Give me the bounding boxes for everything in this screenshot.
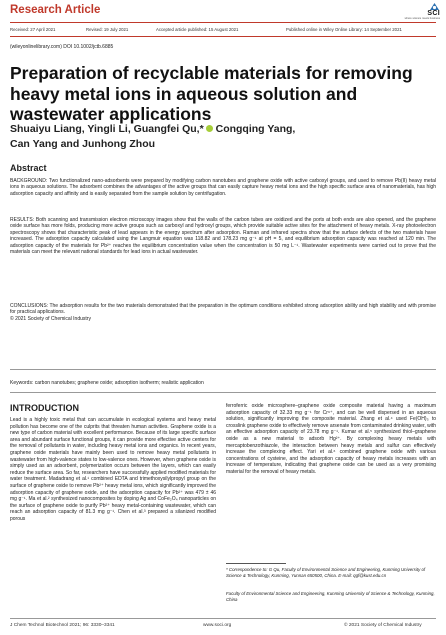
sci-logo-tagline: where science meets business <box>404 17 440 20</box>
article-title: Preparation of recyclable materials for removing heavy metal ions in aqueous solution and wastewater applications <box>10 63 413 124</box>
journal-citation: J Chem Technol Biotechnol 2021; 96: 3330–3341 <box>10 623 115 628</box>
footnote-rule <box>226 563 286 564</box>
article-type-label: Research Article <box>10 4 101 16</box>
sci-logo <box>398 2 440 22</box>
intro-left-column: Lead is a highly toxic metal that can accumulate in ecological systems and heavy metal pollution has become one of the culprits that threaten human activities. Graphene oxide is a new type of carbon material with excellent performance. Because of its large specific surface area and abundant surface functional groups, it can provide more effective active centers for the removal of pollutants in water, including heavy metal ions and organics. In recent years, graphene oxide materials have mainly been used to remove heavy metal pollutants in wastewater from high-valence states to low-valence ones. However, when graphene oxide is simply used as an adsorbent, polymerization occurs between the layers, which can easily reduce the surface area. So far, researchers have successfully applied modified materials for water treatment. Madadrang et al.¹ combined EDTA and trimethoxysilylpropyl group on the surface of graphene oxide to remove Pb²⁺ heavy metal ions, which significantly improved the adsorption capacity of graphene oxide, and the adsorption capacity for Pb²⁺ was 479 ± 46 mg g⁻¹. Ma et al.² synthesized nanocomposites by doping Ag and CoFe₂O₄ nanoparticles on the surface of graphene oxide to purify Pb²⁺ heavy metal-containing wastewater, which can reach an adsorption capacity of 81.3 mg g⁻¹. Chen et al.³ prepared a silanized modified porous <box>10 417 216 522</box>
keywords: Keywords: carbon nanotubes; graphene oxide; adsorption isotherm; realistic application <box>10 380 204 386</box>
intro-right-column: ferroferric oxide microsphere–graphene oxide composite material having a maximum adsorption capacity of 32.33 mg g⁻¹ for Cr⁶⁺, and can be well dispersed in an aqueous solution, significantly improving the composite material. Zhang et al.⁴ used Fe(OH)₃ to crosslink graphene oxide to effectively remove arsenate from contaminated drinking water, with an effective adsorption capacity of 23.78 mg g⁻¹. Kumar et al.⁵ synthesized thiol–graphene oxide as a new material to adsorb Hg²⁺. By complexing heavy metals with mercaptobenzothiazole, the interaction between heavy metals and sulfur can effectively increase the complexing effect. Yari et al.⁶ combined graphene oxide with various concentrations of cysteine, and the adsorption capacity of heavy metals increases with an increase of temperature, indicating that graphene oxide can be used as a very promising material for the removal of heavy metals. <box>226 403 437 475</box>
received-date: Received: 27 April 2021 <box>10 27 56 32</box>
authors-line-2: Can Yang and Junhong Zhou <box>10 138 156 150</box>
doi-line[interactable]: (wileyonlinelibrary.com) DOI 10.1002/jctb.6885 <box>10 44 114 50</box>
header-rule <box>10 22 436 23</box>
dates-rule <box>10 36 436 37</box>
abstract-rule <box>10 369 436 370</box>
orcid-icon[interactable] <box>206 125 213 132</box>
society-url[interactable]: www.soci.org <box>203 623 232 628</box>
author-list <box>10 122 430 152</box>
copyright-line: © 2021 Society of Chemical Industry <box>10 316 91 322</box>
keywords-rule <box>10 392 436 393</box>
abstract-heading: Abstract <box>10 163 47 173</box>
abstract-results: RESULTS: Both scanning and transmission electron microscopy images show that the walls of the carbon tubes are oxidized and the ports at both ends are also opened, and the graphene oxide surface has more folds, producing more active groups such as carboxyl and hydroxyl groups, which provide suitable active sites for the attachment of heavy metals. X-ray photoelectron spectroscopy shows that characteristic peak of lead appears in the energy spectrum after adsorption. Raman and infrared spectra show that the surface defects of the two materials have increased. The adsorption capacity calculated using the Langmuir equation was 118.82 and 178.23 mg g⁻¹ at pH = 5, and equilibrium adsorption capacity was reached at 120 min. The adsorption capacity of the materials for Pb²⁺ reaches the equilibrium concentration value when the concentration is 50 mg L⁻¹. Wastewater experiments were carried out to prove that the materials can meet the relevant national standards for lead ions in actual wastewater. <box>10 217 436 256</box>
accepted-date: Accepted article published: 15 August 2021 <box>156 27 239 32</box>
sci-logo-text: SCI <box>427 10 440 17</box>
affiliation-footnote: Faculty of Environmental Science and Engineering, Kunming University of Science & Technology, Kunming, China <box>226 591 435 602</box>
published-date: Published online in Wiley Online Library: 14 September 2021 <box>286 27 402 32</box>
authors-line-1: Shuaiyu Liang, Yingli Li, Guangfei Qu,* Congqing Yang, <box>10 123 296 135</box>
revised-date: Revised: 19 July 2021 <box>86 27 129 32</box>
footer-copyright: © 2021 Society of Chemical Industry <box>344 623 422 628</box>
abstract-conclusions: CONCLUSIONS: The adsorption results for the two materials demonstrated that the preparation in the optimum conditions exhibited strong adsorption ability and high stability and with promise for practical applications. <box>10 303 436 316</box>
footer-rule <box>10 618 436 619</box>
abstract-background: BACKGROUND: Two functionalized nano-adsorbents were prepared by modifying carbon nanotubes and graphene oxide with active carboxyl groups, and used to remove Pb(II) heavy metal ions in aqueous solutions. The adsorbent combines the advantages of the active groups that can easily capture heavy metal ions and the high specific surface area of nanomaterials, has high adsorption capacity and affinity and is easily separated from the sample solution by centrifugation. <box>10 178 436 197</box>
correspondence-footnote: * Correspondence to: G Qu, Faculty of Environmental Science and Engineering, Kunming University of Science & Technology, Kunming, Yunnan 650500, China. E-mail: qgf@kust.edu.cn <box>226 567 426 578</box>
introduction-heading: INTRODUCTION <box>10 403 79 413</box>
